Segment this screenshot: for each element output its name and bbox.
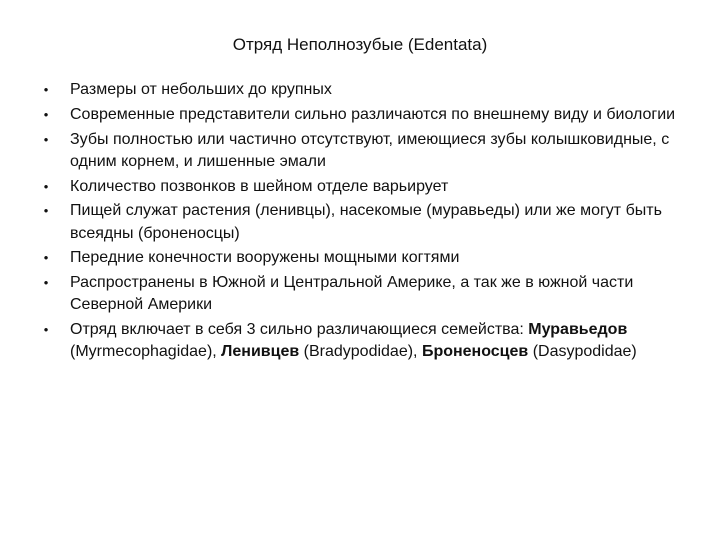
family-name-sloths: Ленивцев bbox=[221, 343, 300, 361]
bullet-item-8 bbox=[40, 319, 680, 363]
bullet-item-5 bbox=[40, 200, 680, 244]
families-intro: Отряд включает в себя 3 сильно различающиеся семейства: bbox=[70, 321, 529, 339]
bullet-list bbox=[40, 79, 680, 366]
family-latin-anteaters: (Myrmecophagidae), bbox=[70, 343, 222, 361]
bullet-icon: • bbox=[43, 131, 49, 147]
bullet-text: Пищей служат растения (ленивцы), насекомые (муравьеды) или же могут быть всеядны (броненосцы) bbox=[70, 202, 662, 242]
bullet-item-7 bbox=[40, 272, 680, 316]
bullet-item-6 bbox=[40, 247, 680, 269]
bullet-item-4 bbox=[40, 176, 680, 198]
family-name-anteaters: Муравьедов bbox=[528, 321, 628, 339]
family-latin-sloths: (Bradypodidae), bbox=[299, 343, 422, 361]
bullet-text: Современные представители сильно различаются по внешнему виду и биологии bbox=[70, 105, 676, 123]
bullet-icon: • bbox=[43, 322, 49, 338]
bullet-icon: • bbox=[43, 178, 49, 194]
bullet-text: Распространены в Южной и Центральной Америке, а так же в южной части Северной Америки bbox=[70, 274, 634, 314]
family-name-armadillos: Броненосцев bbox=[421, 343, 529, 361]
bullet-text: Зубы полностью или частично отсутствуют, имеющиеся зубы колышковидные, с одним корнем, и лишенные эмали bbox=[70, 130, 670, 170]
bullet-text bbox=[70, 321, 637, 360]
bullet-icon: • bbox=[43, 275, 49, 291]
bullet-text: Передние конечности вооружены мощными когтями bbox=[70, 249, 460, 267]
bullet-item-3 bbox=[40, 129, 680, 173]
bullet-icon: • bbox=[43, 250, 49, 266]
bullet-item-1 bbox=[40, 79, 680, 101]
bullet-icon: • bbox=[43, 106, 49, 122]
bullet-text: Размеры от небольших до крупных bbox=[70, 81, 332, 98]
bullet-text: Количество позвонков в шейном отделе варьирует bbox=[70, 177, 449, 195]
bullet-icon: • bbox=[43, 82, 49, 97]
family-latin-armadillos: (Dasypodidae) bbox=[528, 343, 637, 361]
slide-title: Отряд Неполнозубые (Edentata) bbox=[232, 35, 488, 54]
bullet-icon: • bbox=[43, 203, 49, 219]
bullet-item-2 bbox=[40, 104, 680, 126]
